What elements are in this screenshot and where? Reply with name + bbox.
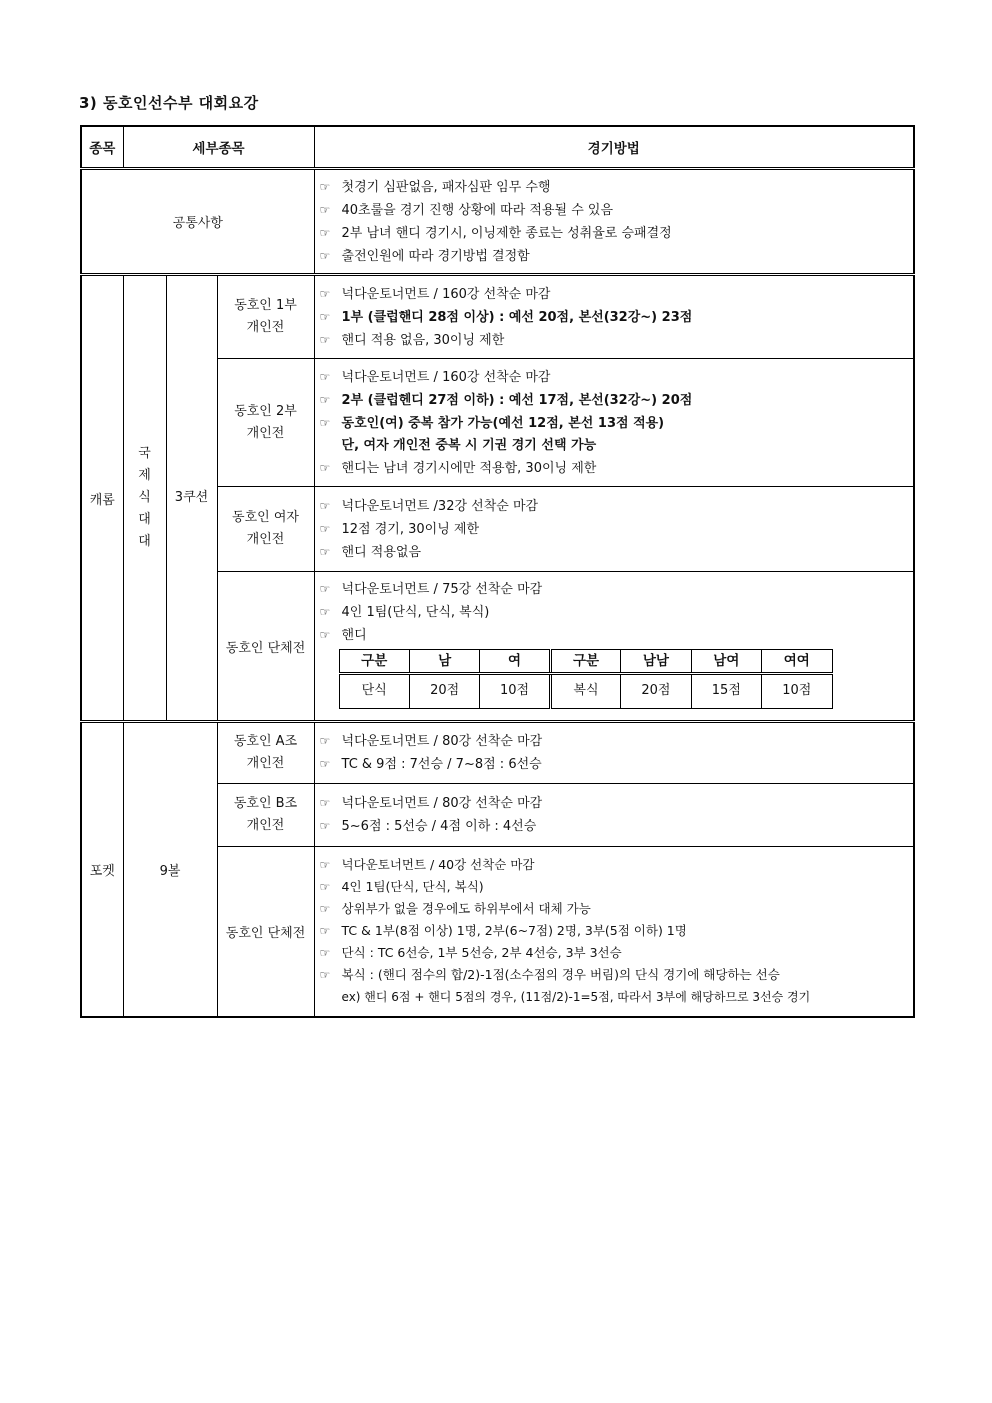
common-lines [314, 169, 914, 275]
page-title: 3) 동호인선수부 대회요강 [79, 94, 259, 112]
event-name: 동호인 여자 개인전 [217, 487, 314, 572]
list-item: ☞ 넉다운토너먼트 /32강 선착순 마감 [320, 495, 914, 518]
pointing-hand-icon: ☞ [319, 734, 331, 748]
list-item: ☞ 12점 경기, 30이닝 제한 [320, 518, 914, 541]
pointing-hand-icon: ☞ [319, 819, 331, 833]
pointing-hand-icon: ☞ [319, 544, 331, 559]
header-sub-event: 세부종목 [123, 126, 314, 169]
header-event: 종목 [81, 126, 123, 169]
list-item: ☞ 동호인(여) 중복 참가 가능(예선 12점, 본선 13점 적용) [320, 412, 914, 435]
list-item: ☞ 2부 (클럽헨디 27점 이하) : 예선 17점, 본선(32강~) 20점 [320, 389, 914, 412]
pointing-hand-icon: ☞ [319, 880, 331, 895]
common-label: 공통사항 [81, 169, 314, 275]
event-name: 동호인 단체전 [217, 847, 314, 1017]
list-item: ☞ 넉다운토너먼트 / 160강 선착순 마감 [320, 283, 914, 306]
event-name: 동호인 2부 개인전 [217, 359, 314, 487]
list-item: ☞ 핸디 적용없음 [320, 541, 914, 564]
handicap-header: 구분 [550, 649, 620, 673]
list-item: ☞ 넉다운토너먼트 / 75강 선착순 마감 [320, 578, 914, 601]
handicap-cell: 단식 [339, 673, 409, 708]
pointing-hand-icon: ☞ [319, 332, 331, 347]
list-item: ☞ 넉다운토너먼트 / 40강 선착순 마감 [320, 854, 914, 876]
list-item: ☞ 40초룰을 경기 진행 상황에 따라 적용될 수 있음 [320, 199, 914, 222]
list-item: ☞ 넉다운토너먼트 / 160강 선착순 마감 [320, 366, 914, 389]
event-name: 동호인 단체전 [217, 572, 314, 722]
pointing-hand-icon: ☞ [319, 392, 331, 407]
pointing-hand-icon: ☞ [319, 460, 331, 475]
handicap-header-row [339, 649, 832, 673]
event-lines [314, 722, 914, 784]
common-row [81, 169, 914, 275]
pointing-hand-icon: ☞ [319, 968, 331, 983]
pointing-hand-icon: ☞ [319, 796, 331, 810]
pointing-hand-icon: ☞ [319, 225, 331, 240]
list-item: ☞ 4인 1팀(단식, 단식, 복식) [320, 601, 914, 624]
pocket-sub: 9볼 [123, 722, 217, 1017]
list-item: ☞ TC & 9점 : 7선승 / 7~8점 : 6선승 [320, 753, 914, 776]
list-item: ☞ 단식 : TC 6선승, 1부 5선승, 2부 4선승, 3부 3선승 [320, 942, 914, 964]
list-item: ☞ 출전인원에 따라 경기방법 결정함 [320, 245, 914, 268]
event-name: 동호인 A조 개인전 [217, 722, 314, 784]
handicap-cell: 20점 [409, 673, 479, 708]
handicap-header: 여여 [762, 649, 832, 673]
pointing-hand-icon: ☞ [319, 415, 331, 430]
pointing-hand-icon: ☞ [319, 858, 331, 873]
handicap-header: 남 [409, 649, 479, 673]
handicap-header: 구분 [339, 649, 409, 673]
handicap-header: 여 [480, 649, 550, 673]
pointing-hand-icon: ☞ [319, 202, 331, 217]
carom-sub1: 국 제 식 대 대 [123, 275, 166, 722]
list-item: ☞ 4인 1팀(단식, 단식, 복식) [320, 876, 914, 898]
pocket-label: 포켓 [81, 722, 123, 1017]
pointing-hand-icon: ☞ [319, 604, 331, 619]
list-item: ☞ 5~6점 : 5선승 / 4점 이하 : 4선승 [320, 815, 914, 838]
pointing-hand-icon: ☞ [319, 286, 331, 301]
event-lines [314, 572, 914, 722]
pointing-hand-icon: ☞ [319, 521, 331, 536]
carom-row-1 [81, 275, 914, 359]
handicap-table [339, 649, 833, 709]
handicap-value-row [339, 673, 832, 708]
list-item: ☞ 2부 남녀 핸디 경기시, 이닝제한 종료는 성취율로 승패결정 [320, 222, 914, 245]
carom-sub2: 3쿠션 [166, 275, 217, 722]
carom-label: 캐롬 [81, 275, 123, 722]
pointing-hand-icon: ☞ [319, 369, 331, 384]
handicap-cell: 10점 [762, 673, 832, 708]
pointing-hand-icon: ☞ [319, 309, 331, 324]
header-row [81, 126, 914, 169]
list-item: ☞ TC & 1부(8점 이상) 1명, 2부(6~7점) 2명, 3부(5점 이하) 1명 [320, 920, 914, 942]
pointing-hand-icon: ☞ [319, 924, 331, 939]
pointing-hand-icon: ☞ [319, 627, 331, 642]
pointing-hand-icon: ☞ [319, 248, 331, 263]
pointing-hand-icon: ☞ [319, 179, 331, 194]
rules-table [80, 125, 915, 1018]
header-method: 경기방법 [314, 126, 914, 169]
list-item: 단, 여자 개인전 중복 시 기권 경기 선택 가능 [341, 437, 597, 453]
handicap-cell: 20점 [621, 673, 691, 708]
event-lines [314, 359, 914, 487]
list-item: ☞ 핸디 [320, 624, 914, 647]
pointing-hand-icon: ☞ [319, 757, 331, 771]
handicap-cell: 복식 [550, 673, 620, 708]
list-item: ☞ 핸디 적용 없음, 30이닝 제한 [320, 329, 914, 352]
event-lines [314, 847, 914, 1017]
list-item: ☞ 상위부가 없을 경우에도 하위부에서 대체 가능 [320, 898, 914, 920]
event-lines [314, 784, 914, 847]
handicap-header: 남여 [691, 649, 761, 673]
list-item: ex) 핸디 6점 + 핸디 5점의 경우, (11점/2)-1=5점, 따라서 3부에 해당하므로 3선승 경기 [341, 990, 811, 1005]
handicap-header: 남남 [621, 649, 691, 673]
list-item: ☞ 첫경기 심판없음, 패자심판 임무 수행 [320, 176, 914, 199]
list-item: ☞ 넉다운토너먼트 / 80강 선착순 마감 [320, 792, 914, 815]
handicap-cell: 10점 [480, 673, 550, 708]
pointing-hand-icon: ☞ [319, 498, 331, 513]
list-item: ☞ 핸디는 남녀 경기시에만 적용함, 30이닝 제한 [320, 457, 914, 480]
list-item: ☞ 1부 (클럽핸디 28점 이상) : 예선 20점, 본선(32강~) 23점 [320, 306, 914, 329]
event-lines [314, 487, 914, 572]
event-name: 동호인 1부 개인전 [217, 275, 314, 359]
pointing-hand-icon: ☞ [319, 946, 331, 961]
pointing-hand-icon: ☞ [319, 581, 331, 596]
list-item: ☞ 넉다운토너먼트 / 80강 선착순 마감 [320, 730, 914, 753]
pocket-row-1 [81, 722, 914, 784]
event-lines [314, 275, 914, 359]
pointing-hand-icon: ☞ [319, 902, 331, 917]
event-name: 동호인 B조 개인전 [217, 784, 314, 847]
handicap-cell: 15점 [691, 673, 761, 708]
list-item: ☞ 복식 : (핸디 점수의 합/2)-1점(소수점의 경우 버림)의 단식 경기에 해당하는 선승 [320, 964, 914, 986]
